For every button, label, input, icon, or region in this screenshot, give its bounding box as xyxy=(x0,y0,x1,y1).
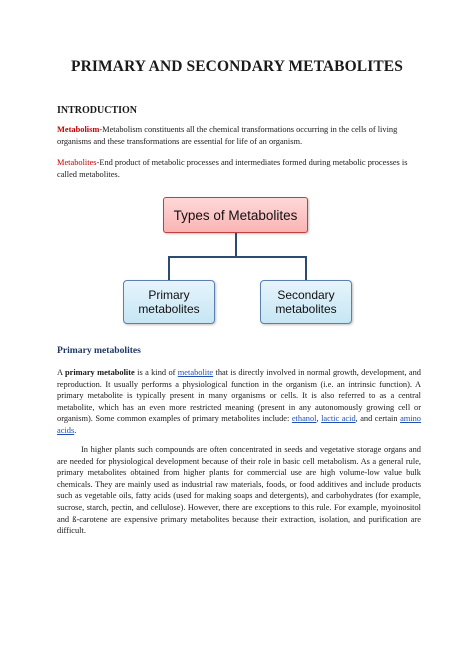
p1-text-b: is a kind of xyxy=(134,368,178,377)
p1-separator: , xyxy=(316,414,322,424)
metabolites-definition xyxy=(57,157,425,181)
p1-text-a: A xyxy=(57,368,65,377)
higher-plants-paragraph xyxy=(57,444,421,537)
diagram-primary-box xyxy=(123,280,215,324)
ethanol-link[interactable]: ethanol xyxy=(291,414,317,424)
connector-horizontal xyxy=(168,256,307,258)
metabolite-types-diagram xyxy=(118,197,358,337)
metabolism-text: -Metabolism constituents all the chemical transformations occurring in the cells of living organisms and these transformations are essential for life of an organism. xyxy=(57,125,398,147)
p2-text: In higher plants such compounds are often concentrated in seeds and vegetative storage organs and are needed for physiological development because of their role in basic cell metabolism. As a general rule, primary metabolites obtained from higher plants for commercial use are high volume-low value bulk chemicals. They are mainly used as industrial raw materials, foods, or food additives and include products such as vegetable oils, fatty acids (used for making soaps and detergents), and carbohydrates (for example, sucrose, starch, pectin, and cellulose). However, there are exceptions to this rule. For example, myoinositol and ß-carotene are expensive primary metabolites because their extraction, isolation, and purification are difficult. xyxy=(57,445,421,536)
lactic-acid-link[interactable]: lactic acid xyxy=(321,414,356,424)
primary-metabolite-term: primary metabolite xyxy=(64,368,135,377)
diagram-primary-label: Primary metabolites xyxy=(138,288,200,316)
connector-to-secondary xyxy=(305,256,307,280)
metabolites-text: -End product of metabolic processes and intermediates formed during metabolic processes is called metabolites. xyxy=(57,158,408,180)
connector-to-primary xyxy=(168,256,170,280)
p1-text-c: that is directly involved in normal growth, development, and reproduction. It usually performs a physiological function in the organism (i.e. an intrinsic function). A primary metabolite is typically present in many organisms or cells. It is also referred to as a central metabolite, which has an even more restricted meaning (present in any autonomously growing cell or organism). Some common examples of primary metabolites include: xyxy=(57,368,421,424)
primary-metabolites-heading: Primary metabolites xyxy=(57,345,141,356)
primary-metabolite-paragraph xyxy=(57,367,421,437)
diagram-secondary-label: Secondary metabolites xyxy=(275,288,337,316)
p1-text-d: , and certain xyxy=(355,414,401,424)
metabolism-term: Metabolism xyxy=(57,125,100,134)
p1-text-end: . xyxy=(74,425,77,435)
diagram-secondary-box xyxy=(260,280,352,324)
diagram-root-box: Types of Metabolites xyxy=(163,197,308,233)
page-title: PRIMARY AND SECONDARY METABOLITES xyxy=(71,58,403,75)
metabolite-link[interactable]: metabolite xyxy=(177,368,214,377)
metabolites-term: Metabolites xyxy=(57,158,97,167)
connector-root-down xyxy=(235,233,237,257)
amino-acids-link[interactable]: amino acids xyxy=(57,414,421,435)
introduction-heading: INTRODUCTION xyxy=(57,105,138,116)
metabolism-definition xyxy=(57,124,425,148)
